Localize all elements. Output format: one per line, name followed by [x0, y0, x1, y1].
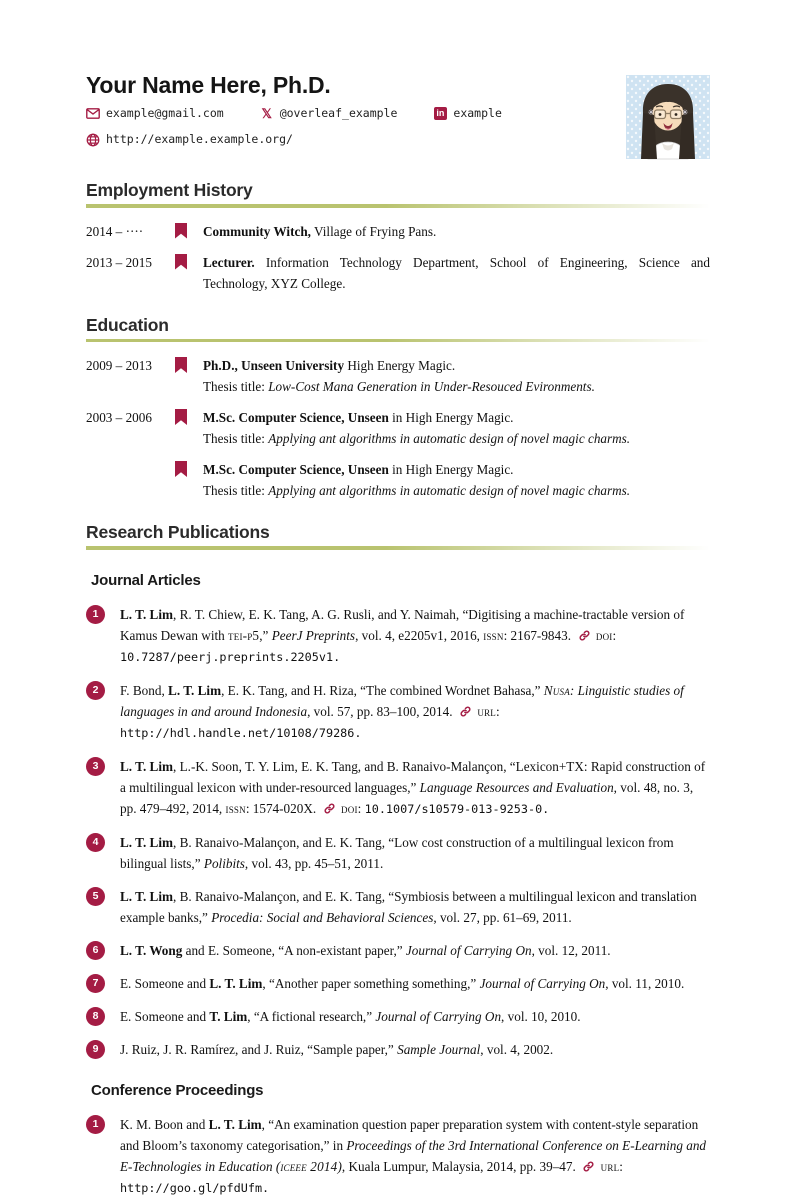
- link-text[interactable]: 10.7287/peerj.preprints.2205v1.: [120, 649, 341, 664]
- text-segment: : 2167-9843.: [503, 627, 575, 643]
- contact-label: example@gmail.com: [106, 106, 224, 120]
- text-segment: , B. Ranaivo-Malançon, and E. K. Tang, “Low cost construction of a multilingual lexicon from bilingual lists,”: [120, 834, 677, 871]
- text-segment: issn: [483, 627, 504, 643]
- section-education: [86, 315, 710, 502]
- publication-number-badge: 7: [86, 974, 105, 993]
- header: [86, 73, 710, 159]
- publication-group-title: Journal Articles: [91, 571, 201, 589]
- link-icon[interactable]: [456, 704, 478, 719]
- contact-list: [86, 103, 626, 150]
- publication-number-badge: 8: [86, 1007, 105, 1026]
- page-title: Your Name Here, Ph.D.: [86, 72, 331, 98]
- thesis-line: [203, 480, 710, 501]
- text-segment: in High Energy Magic.: [388, 410, 514, 425]
- publication-item: [86, 886, 710, 928]
- text-segment: Sample Journal: [397, 1041, 481, 1057]
- link-icon[interactable]: [319, 801, 341, 816]
- publication-number-badge: 2: [86, 681, 105, 700]
- section-publications: [86, 522, 710, 1199]
- entry-dates: 2014 – ····: [86, 223, 144, 239]
- publication-text: [120, 680, 710, 744]
- dated-entry: [86, 355, 710, 397]
- text-segment: :: [357, 800, 365, 816]
- text-segment: in High Energy Magic.: [388, 462, 514, 477]
- text-segment: Applying ant algorithms in automatic design of novel magic charms.: [268, 483, 631, 498]
- contact-row: [86, 129, 626, 150]
- text-segment: Information Technology Department, School of Engineering, Science and Technology, XYZ College.: [203, 254, 714, 291]
- contact-item[interactable]: [260, 103, 398, 124]
- section-employment: [86, 180, 714, 294]
- publication-item: [86, 604, 710, 668]
- bookmark-icon: [175, 409, 187, 425]
- entry-marker: [175, 252, 203, 294]
- link-text[interactable]: http://hdl.handle.net/10108/79286.: [120, 725, 362, 740]
- avatar-image: [626, 75, 710, 159]
- text-segment: , vol. 48, no. 3, pp. 479–492, 2014,: [120, 779, 697, 816]
- text-segment: PeerJ Preprints: [271, 627, 356, 643]
- contact-row: [86, 103, 626, 124]
- text-segment: E. Someone and: [120, 975, 210, 991]
- text-segment: L. T. Wong: [120, 942, 183, 958]
- publication-item: [86, 680, 710, 744]
- entry-marker: [175, 221, 203, 245]
- publication-number-badge: 3: [86, 757, 105, 776]
- text-segment: , Kuala Lumpur, Malaysia, 2014, pp. 39–47.: [341, 1158, 580, 1174]
- text-segment: Community Witch,: [203, 223, 311, 239]
- text-segment: : Linguistic studies of languages in and around Indonesia: [120, 682, 688, 719]
- text-segment: Ph.D., Unseen University: [203, 358, 345, 373]
- dated-entry: [86, 252, 714, 294]
- header-left: [86, 73, 626, 155]
- dated-entry: [86, 221, 710, 245]
- entry-marker: [175, 407, 203, 449]
- entry-dates: [86, 459, 175, 501]
- text-segment: , L.-K. Soon, T. Y. Lim, E. K. Tang, and B. Ranaivo-Malançon, “Lexicon+TX: Rapid construction of a multilingual lexicon with under-resourced languages,”: [120, 758, 709, 795]
- publication-text: [120, 756, 710, 820]
- publication-item: [86, 1114, 710, 1199]
- text-segment: tei-p5: [228, 627, 260, 643]
- contact-item[interactable]: [86, 129, 293, 150]
- text-segment: L. T. Lim: [120, 758, 174, 774]
- publication-number-badge: 4: [86, 833, 105, 852]
- publication-item: [86, 832, 710, 874]
- text-segment: , vol. 4, e2205v1, 2016,: [355, 627, 484, 643]
- text-segment: E. Someone and: [120, 1008, 210, 1024]
- section-title-publications: Research Publications: [86, 522, 270, 542]
- svg-text:✳: ✳: [647, 108, 655, 117]
- education-entries: [86, 355, 710, 501]
- text-segment: Language Resources and Evaluation: [419, 779, 614, 795]
- publication-number-badge: 5: [86, 887, 105, 906]
- text-segment: , vol. 43, pp. 45–51, 2011.: [244, 855, 384, 871]
- entry-dates: 2009 – 2013: [86, 358, 152, 373]
- bookmark-icon: [175, 461, 187, 477]
- publication-item: [86, 973, 710, 994]
- text-segment: Proceedings of the 3rd International Conference on E-Learning and E-Technologies in Education (: [120, 1137, 710, 1174]
- text-segment: K. M. Boon and: [120, 1116, 209, 1132]
- text-segment: Low-Cost Mana Generation in Under-Resouced Evironments.: [268, 379, 595, 394]
- text-segment: , “An examination question paper preparation system with content-style separation and Bloom’s taxonomy categorisation,” in: [120, 1116, 702, 1153]
- education-text: [203, 407, 710, 449]
- link-text[interactable]: 10.1007/s10579-013-9253-0.: [364, 801, 550, 816]
- publication-text: [120, 886, 710, 928]
- text-segment: , vol. 57, pp. 83–100, 2014.: [307, 703, 456, 719]
- entry-marker: [175, 459, 203, 501]
- publication-text: [120, 832, 710, 874]
- publication-item: [86, 1039, 710, 1060]
- text-segment: J. Ruiz, J. R. Ramírez, and J. Ruiz, “Sample paper,”: [120, 1041, 398, 1057]
- text-segment: , vol. 27, pp. 61–69, 2011.: [433, 909, 572, 925]
- text-segment: Thesis title:: [203, 379, 269, 394]
- text-segment: L. T. Lim: [120, 606, 174, 622]
- education-text: [203, 459, 710, 501]
- publication-number-badge: 1: [86, 1115, 105, 1134]
- text-segment: L. T. Lim: [120, 834, 174, 850]
- text-segment: , R. T. Chiew, E. K. Tang, A. G. Rusli, and Y. Naimah, “Digitising a machine-tractable version of Kamus Dewan with: [120, 606, 688, 643]
- degree-line: [203, 355, 710, 376]
- text-segment: M.Sc. Computer Science, Unseen: [203, 462, 389, 477]
- contact-label: @overleaf_example: [279, 106, 398, 120]
- text-segment: ,”: [259, 627, 272, 643]
- section-rule: [86, 546, 710, 550]
- bookmark-icon: [175, 357, 187, 373]
- publication-item: [86, 756, 710, 820]
- text-segment: L. T. Lim: [120, 888, 174, 904]
- text-segment: Polibits: [203, 855, 245, 871]
- text-segment: F. Bond,: [120, 682, 169, 698]
- publication-item: [86, 940, 710, 961]
- bookmark-icon: [175, 223, 187, 239]
- link-text[interactable]: http://goo.gl/pfdUfm.: [120, 1180, 270, 1195]
- entry-dates: 2003 – 2006: [86, 410, 152, 425]
- publication-text: [120, 1114, 710, 1199]
- text-segment: url: [477, 703, 496, 719]
- publication-text: [120, 604, 710, 668]
- degree-line: [203, 407, 710, 428]
- link-icon[interactable]: [574, 628, 596, 643]
- dated-entry: [86, 407, 710, 449]
- publication-number-badge: 9: [86, 1040, 105, 1059]
- text-segment: , vol. 12, 2011.: [531, 942, 611, 958]
- text-segment: Journal of Carrying On: [479, 975, 606, 991]
- text-segment: , “A fictional research,”: [247, 1008, 376, 1024]
- publication-text: [120, 1006, 710, 1027]
- publication-group-title: Conference Proceedings: [91, 1081, 264, 1099]
- education-text: [203, 355, 710, 397]
- text-segment: doi: [595, 627, 613, 643]
- text-segment: Applying ant algorithms in automatic design of novel magic charms.: [268, 431, 631, 446]
- contact-item[interactable]: [433, 103, 501, 124]
- text-segment: L. T. Lim: [168, 682, 222, 698]
- section-title-education: Education: [86, 314, 169, 335]
- svg-text:✳: ✳: [681, 108, 689, 117]
- text-segment: url: [600, 1158, 620, 1174]
- text-segment: iceee 2014: [280, 1158, 338, 1174]
- text-segment: Journal of Carrying On: [375, 1008, 502, 1024]
- text-segment: High Energy Magic.: [344, 358, 456, 373]
- bookmark-icon: [175, 254, 187, 270]
- link-icon[interactable]: [579, 1159, 601, 1174]
- text-segment: ): [337, 1158, 342, 1174]
- publication-number-badge: 6: [86, 941, 105, 960]
- text-segment: L. T. Lim: [208, 1116, 262, 1132]
- text-segment: , vol. 10, 2010.: [501, 1008, 581, 1024]
- employment-text: [203, 221, 710, 245]
- entry-marker: [175, 355, 203, 397]
- degree-line: [203, 459, 710, 480]
- publication-item: [86, 1006, 710, 1027]
- text-segment: M.Sc. Computer Science, Unseen: [203, 410, 389, 425]
- text-segment: Journal of Carrying On: [405, 942, 532, 958]
- text-segment: , vol. 4, 2002.: [480, 1041, 554, 1057]
- publication-text: [120, 940, 710, 961]
- text-segment: Procedia: Social and Behavioral Sciences: [211, 909, 434, 925]
- entry-dates: 2013 – 2015: [86, 254, 152, 270]
- employment-entries: [86, 221, 714, 294]
- section-title-employment: Employment History: [86, 180, 253, 200]
- text-segment: Village of Frying Pans.: [310, 223, 437, 239]
- text-segment: :: [496, 703, 503, 719]
- text-segment: Thesis title:: [203, 431, 269, 446]
- section-rule: [86, 339, 710, 343]
- text-segment: and E. Someone, “A non-existant paper,”: [182, 942, 406, 958]
- text-segment: Thesis title:: [203, 483, 269, 498]
- thesis-line: [203, 428, 710, 449]
- section-rule: [86, 204, 710, 208]
- contact-label: http://example.example.org/: [106, 132, 293, 146]
- text-segment: , B. Ranaivo-Malançon, and E. K. Tang, “Symbiosis between a multilingual lexicon and translation example banks,”: [120, 888, 700, 925]
- publication-text: [120, 1039, 710, 1060]
- publication-number-badge: 1: [86, 605, 105, 624]
- text-segment: doi: [341, 800, 358, 816]
- text-segment: , vol. 11, 2010.: [605, 975, 685, 991]
- contact-item[interactable]: [86, 103, 224, 124]
- linkedin-icon: in: [433, 107, 447, 121]
- dated-entry: [86, 459, 710, 501]
- text-segment: L. T. Lim: [209, 975, 263, 991]
- text-segment: :: [619, 1158, 627, 1174]
- text-segment: Nusa: [543, 682, 570, 698]
- globe-icon: [86, 133, 100, 147]
- publication-groups: [86, 570, 710, 1199]
- text-segment: , “Another paper something something,”: [262, 975, 480, 991]
- text-segment: : 1574-020X.: [245, 800, 320, 816]
- text-segment: , E. K. Tang, and H. Riza, “The combined Wordnet Bahasa,”: [221, 682, 544, 698]
- text-segment: T. Lim: [209, 1008, 248, 1024]
- publication-text: [120, 973, 710, 994]
- contact-label: example: [453, 106, 502, 120]
- text-segment: issn: [225, 800, 246, 816]
- x-twitter-icon: 𝕏: [261, 106, 272, 121]
- text-segment: :: [612, 627, 620, 643]
- thesis-line: [203, 376, 710, 397]
- email-icon: [86, 107, 100, 121]
- employment-text: [203, 252, 714, 294]
- text-segment: Lecturer.: [203, 254, 255, 270]
